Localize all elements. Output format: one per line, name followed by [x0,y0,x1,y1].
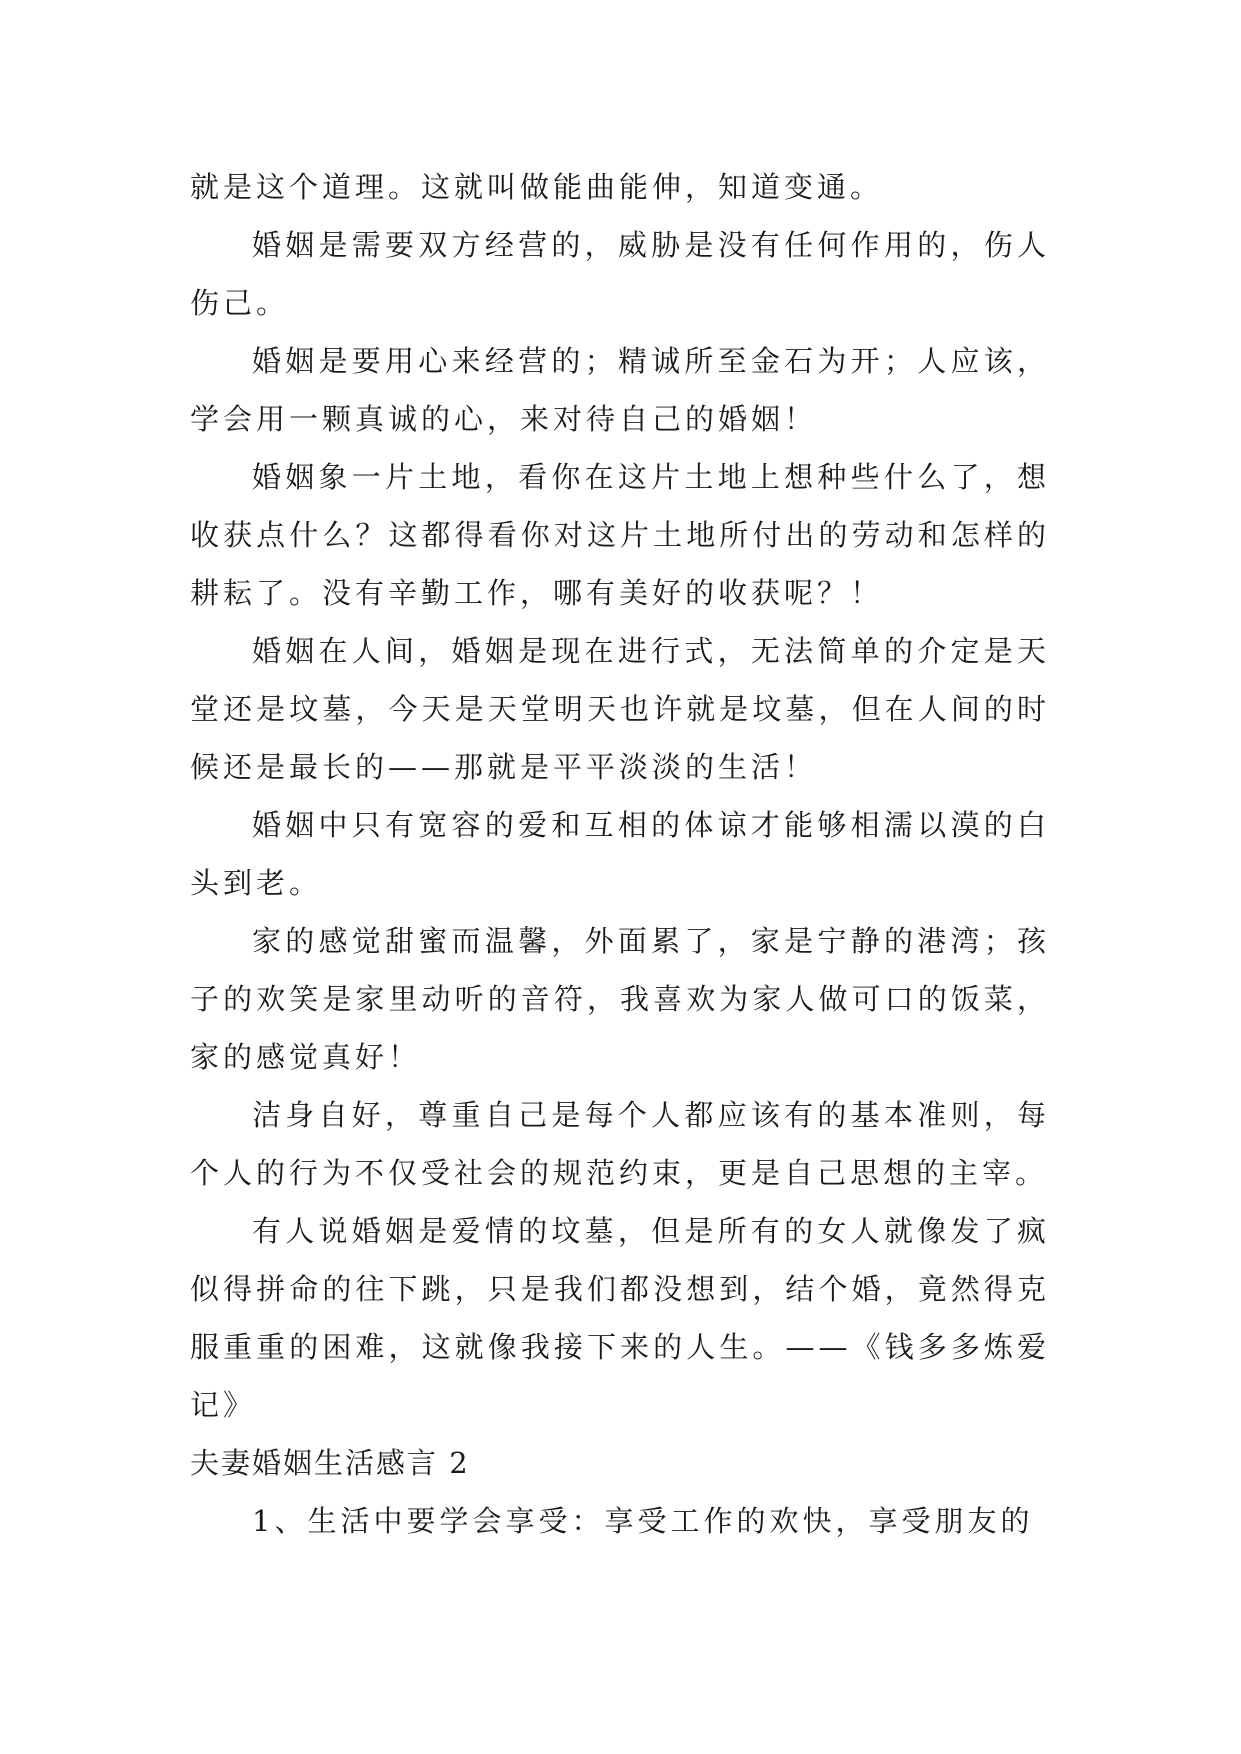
paragraph-4: 婚姻象一片土地，看你在这片土地上想种些什么了，想收获点什么？这都得看你对这片土地所付出的劳动和怎样的耕耘了。没有辛勤工作，哪有美好的收获呢？！ [190,460,1050,610]
paragraph-2: 婚姻是需要双方经营的，威胁是没有任何作用的，伤人伤己。 [190,228,1050,320]
paragraph-6: 婚姻中只有宽容的爱和互相的体谅才能够相濡以漠的白头到老。 [190,808,1050,900]
paragraph-3: 婚姻是要用心来经营的；精诚所至金石为开；人应该，学会用一颗真诚的心，来对待自己的婚姻！ [190,344,1050,436]
paragraph-8: 洁身自好，尊重自己是每个人都应该有的基本准则，每个人的行为不仅受社会的规范约束，更是自己思想的主宰。 [190,1098,1050,1190]
paragraph-final: 1、生活中要学会享受：享受工作的欢快，享受朋友的 [252,1504,1034,1538]
paragraph-5: 婚姻在人间，婚姻是现在进行式，无法简单的介定是天堂还是坟墓，今天是天堂明天也许就是坟墓，但在人间的时候还是最长的——那就是平平淡淡的生活！ [190,634,1050,784]
paragraph-1: 就是这个道理。这就叫做能曲能伸，知道变通。 [190,170,884,204]
document-body [190,158,1050,1550]
paragraph-7: 家的感觉甜蜜而温馨，外面累了，家是宁静的港湾；孩子的欢笑是家里动听的音符，我喜欢为家人做可口的饭菜，家的感觉真好！ [190,924,1050,1074]
paragraph-9: 有人说婚姻是爱情的坟墓，但是所有的女人就像发了疯似得拼命的往下跳，只是我们都没想到，结个婚，竟然得克服重重的困难，这就像我接下来的人生。——《钱多多炼爱记》 [190,1214,1050,1422]
section-heading: 夫妻婚姻生活感言 2 [190,1446,470,1480]
